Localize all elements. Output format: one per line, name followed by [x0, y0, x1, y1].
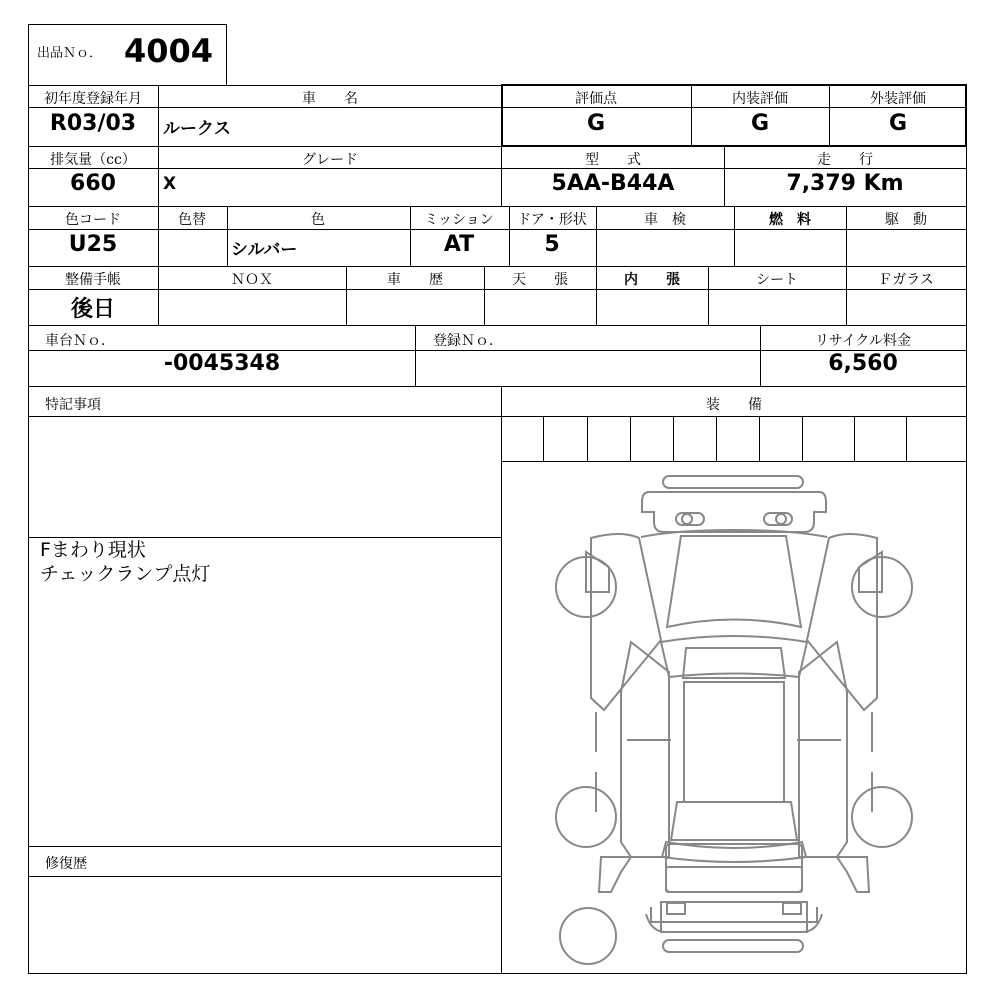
taillight-left-icon: [667, 903, 685, 914]
grade-value: X: [163, 174, 177, 194]
spare-tire-icon: [560, 908, 616, 964]
repaint-label: 色替: [178, 212, 206, 228]
f-glass-label: Ｆガラス: [878, 272, 934, 288]
history-label: 車 歴: [387, 272, 443, 288]
wheel-rear-right-icon: [852, 787, 912, 847]
equipment-label: 装 備: [706, 397, 762, 413]
lot-number: 4004: [124, 32, 214, 70]
mileage-value: 7,379 Km: [786, 171, 904, 196]
displacement-value: 660: [70, 171, 116, 196]
service-book-label: 整備手帳: [65, 272, 121, 288]
front-bumper-icon: [642, 476, 826, 532]
interior-eval-label: 内装評価: [732, 91, 788, 107]
car-name-value: ルークス: [163, 119, 231, 139]
score-value: G: [586, 111, 606, 136]
color-label: 色: [311, 212, 325, 228]
inspection-label: 車 検: [644, 212, 686, 228]
exterior-eval-label: 外装評価: [870, 91, 926, 107]
service-book-value: 後日: [70, 297, 116, 322]
score-label: 評価点: [575, 91, 617, 107]
exterior-eval-value: G: [888, 111, 908, 136]
fuel-label: 燃 料: [769, 212, 811, 228]
remarks-line: チェックランプ点灯: [40, 563, 211, 585]
doors-value: 5: [544, 232, 560, 257]
grade-label: グレード: [302, 152, 358, 168]
mileage-label: 走 行: [817, 152, 873, 168]
color-code-value: U25: [68, 232, 118, 257]
wheel-rear-left-icon: [556, 787, 616, 847]
chassis-label: 車台Ｎｏ．: [45, 333, 115, 349]
transmission-label: ミッション: [424, 212, 494, 228]
color-code-label: 色コード: [65, 212, 121, 228]
interior-eval-value: G: [750, 111, 770, 136]
chassis-value: -0045348: [163, 351, 281, 376]
transmission-value: AT: [443, 232, 475, 257]
registration-label: 登録Ｎｏ．: [433, 333, 503, 349]
recycle-label: リサイクル料金: [814, 333, 912, 349]
recycle-value: 6,560: [828, 351, 898, 376]
remarks-label: 特記事項: [45, 397, 101, 413]
first-reg-label: 初年度登録年月: [44, 91, 142, 107]
remarks-line: Fまわり現状: [40, 539, 146, 561]
color-value: シルバー: [231, 240, 298, 260]
ceiling-label: 天 張: [512, 272, 568, 288]
interior-trim-label: 内 張: [624, 272, 680, 288]
taillight-right-icon: [783, 903, 801, 914]
nox-label: ＮＯＸ: [231, 272, 273, 288]
displacement-label: 排気量（cc）: [50, 152, 136, 168]
first-reg-value: R03/03: [49, 111, 137, 136]
drive-label: 駆 動: [885, 212, 927, 228]
repair-history-label: 修復歴: [45, 856, 87, 872]
car-name-label: 車 名: [302, 91, 358, 107]
model-label: 型 式: [585, 152, 641, 168]
lot-number-label: 出品Ｎｏ．: [37, 46, 103, 61]
headlight-left-icon: [676, 513, 704, 525]
seat-label: シート: [756, 272, 798, 288]
model-value: 5AA-B44A: [551, 171, 675, 196]
doors-label: ドア・形状: [517, 212, 587, 228]
car-damage-diagram: [501, 462, 967, 974]
remarks-notes: [40, 538, 210, 586]
car-body-outline-icon: [586, 530, 882, 932]
headlight-right-icon: [764, 513, 792, 525]
